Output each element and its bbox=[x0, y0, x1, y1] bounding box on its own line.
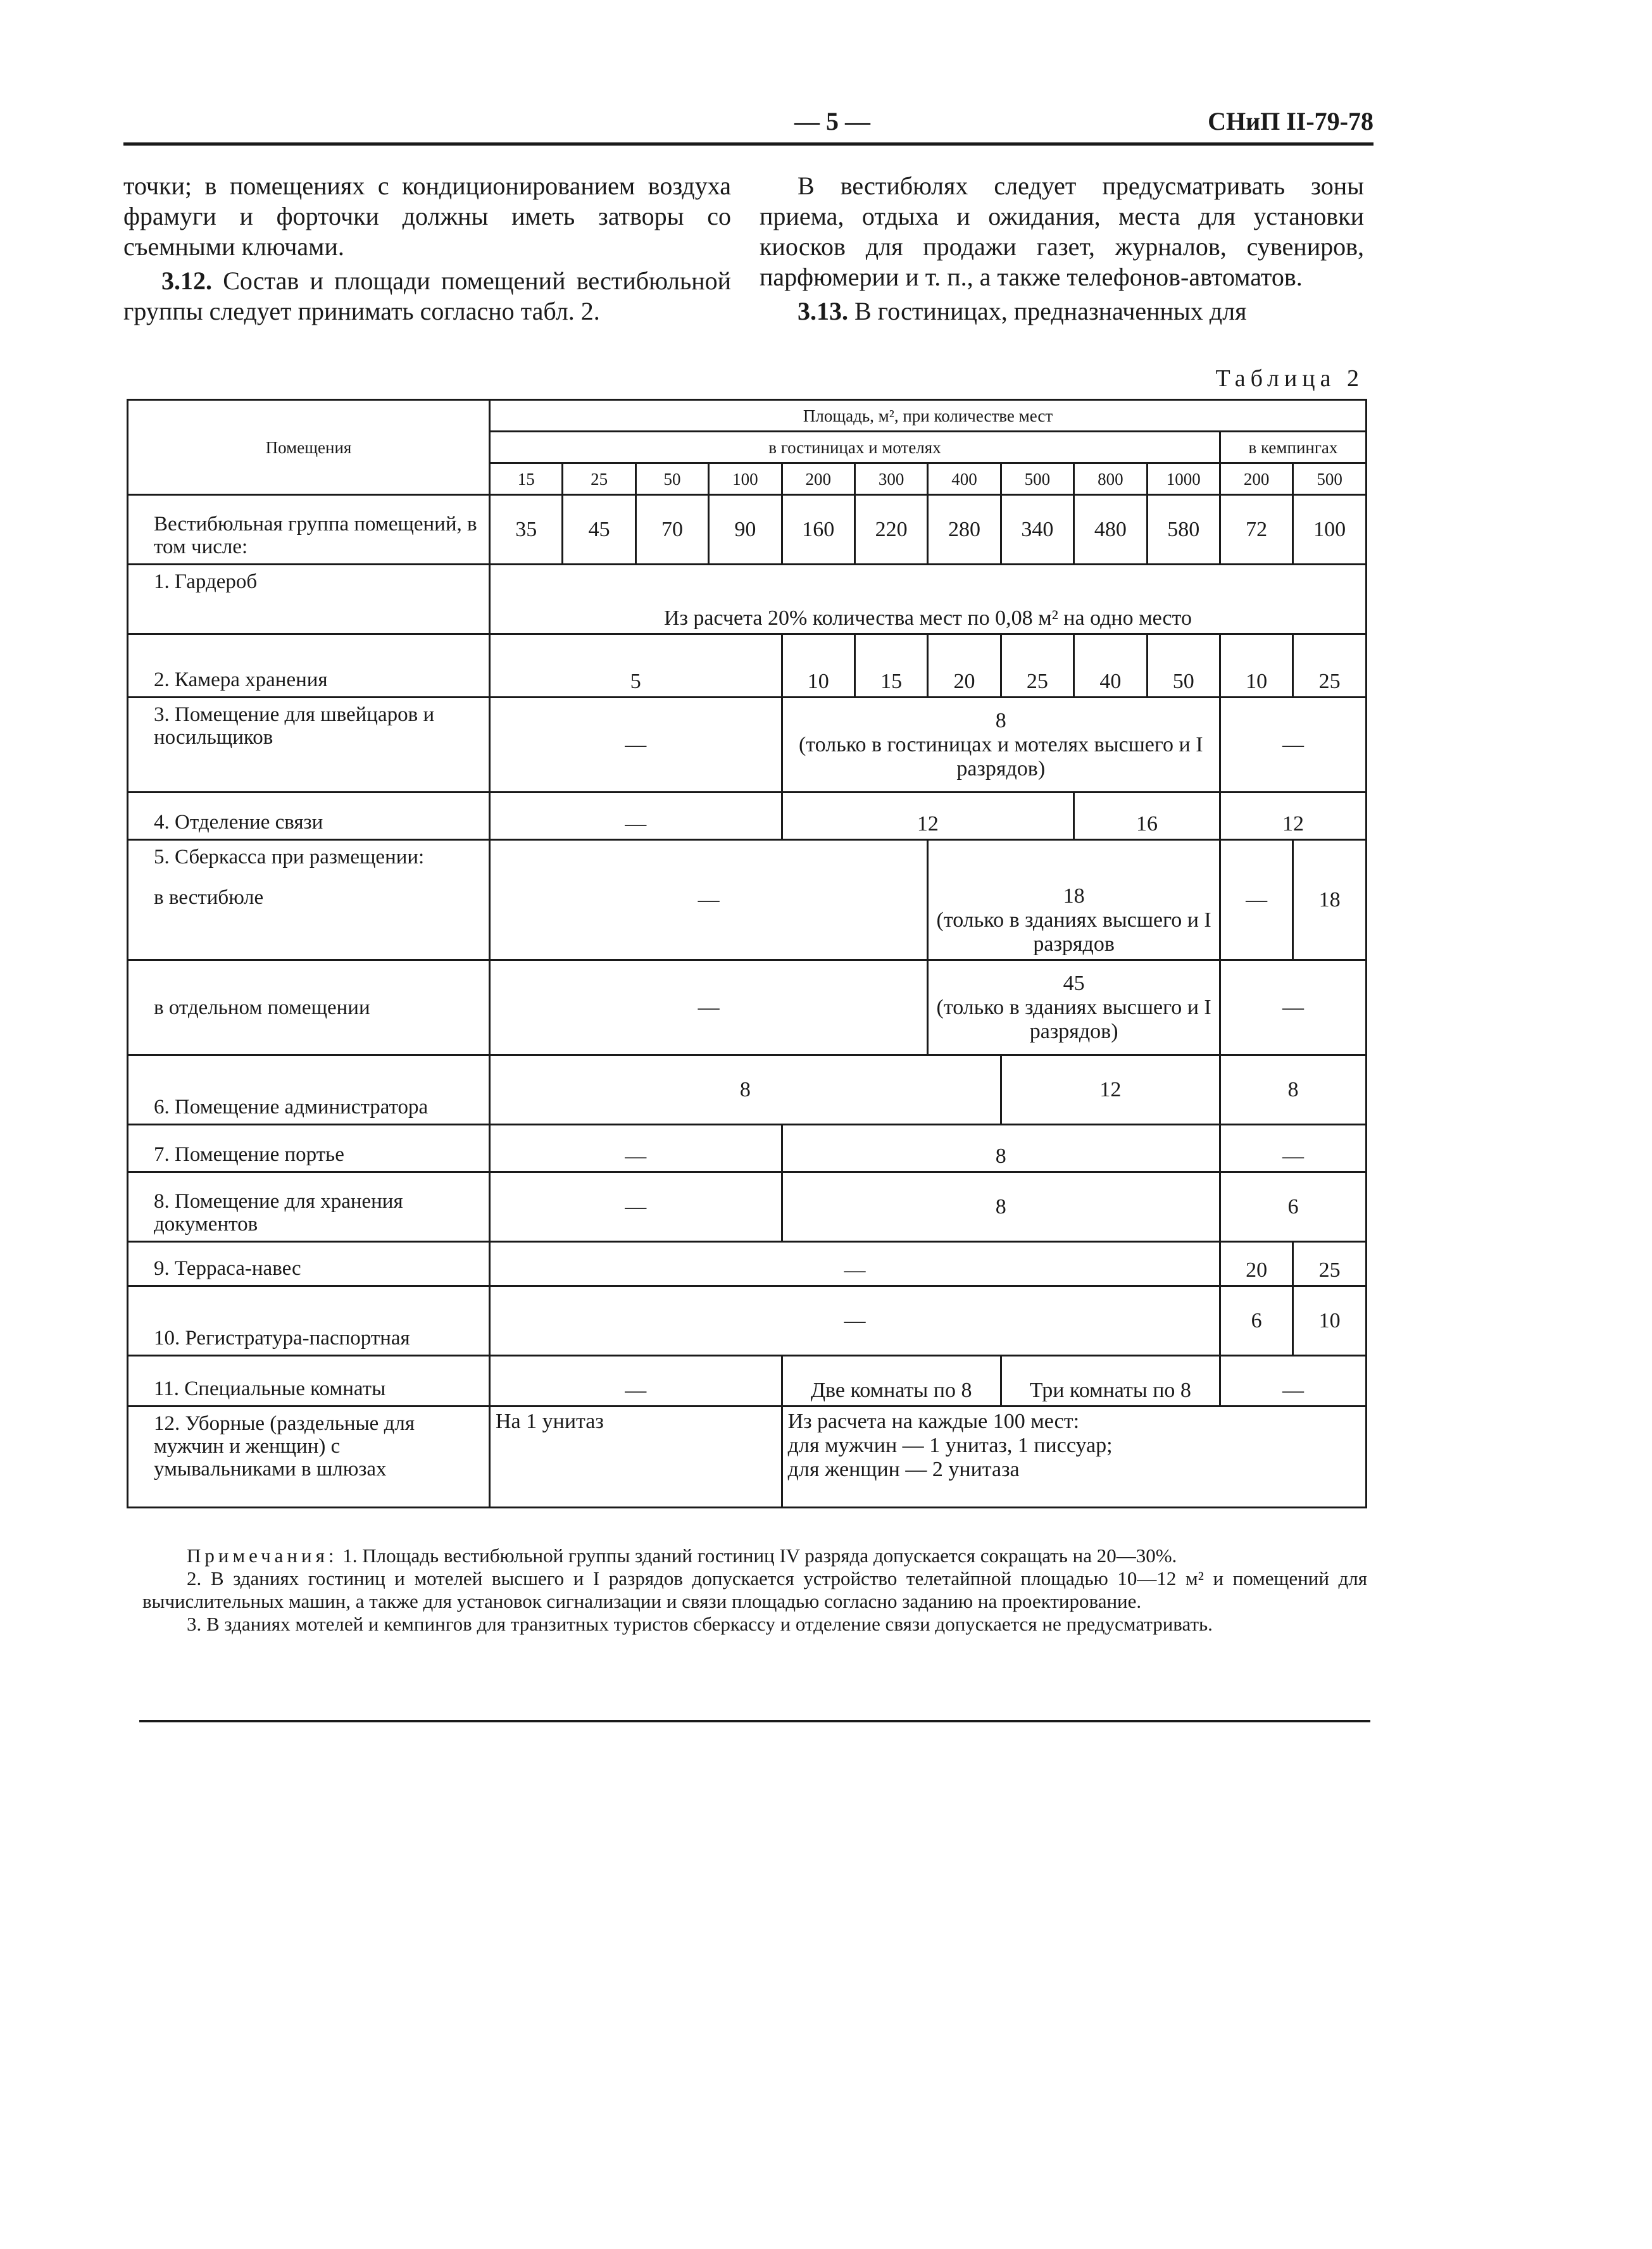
cell: 580 bbox=[1147, 495, 1220, 565]
row-name bbox=[128, 840, 490, 960]
header-col: 200 bbox=[1220, 463, 1292, 495]
cell: 25 bbox=[1293, 634, 1367, 698]
cell: 90 bbox=[709, 495, 782, 565]
row-name: 12. Уборные (раздельные для мужчин и женщин) с умывальниками в шлюзах bbox=[128, 1406, 490, 1508]
cell: 10 bbox=[1293, 1286, 1367, 1356]
table-row bbox=[128, 792, 1367, 840]
notes-label: Примечания: bbox=[187, 1544, 338, 1567]
row-name: 7. Помещение портье bbox=[128, 1125, 490, 1172]
cell: — bbox=[490, 1356, 782, 1406]
cell: 50 bbox=[1147, 634, 1220, 698]
table-2 bbox=[127, 399, 1367, 1508]
cell: 8 bbox=[490, 1055, 1001, 1125]
table-row bbox=[128, 1172, 1367, 1242]
cell-merged bbox=[782, 698, 1220, 792]
cell: — bbox=[490, 960, 928, 1055]
cell: 20 bbox=[1220, 1242, 1292, 1286]
row-name: 4. Отделение связи bbox=[128, 792, 490, 840]
cell: 12 bbox=[1001, 1055, 1220, 1125]
header-col: 500 bbox=[1293, 463, 1367, 495]
cell-merged bbox=[928, 960, 1220, 1055]
document-code: СНиП II-79-78 bbox=[1208, 107, 1374, 135]
cell: — bbox=[490, 698, 782, 792]
clause-number: 3.13. bbox=[798, 297, 848, 325]
header-col: 200 bbox=[782, 463, 854, 495]
header-col: 400 bbox=[928, 463, 1001, 495]
header-rule bbox=[123, 142, 1374, 146]
cell-line: для мужчин — 1 унитаз, 1 писсуар; bbox=[787, 1434, 1113, 1457]
cell-note: (только в зданиях высшего и I разрядов bbox=[936, 908, 1211, 956]
row-name: в отдельном помещении bbox=[128, 960, 490, 1055]
cell-note: (только в гостиницах и мотелях высшего и I разрядов) bbox=[798, 732, 1203, 780]
cell: — bbox=[1220, 1356, 1366, 1406]
cell: 6 bbox=[1220, 1172, 1366, 1242]
note-3: 3. В зданиях мотелей и кемпингов для транзитных туристов сберкассу и отделение связи допускается не предусматривать. bbox=[187, 1613, 1213, 1635]
header-col: 800 bbox=[1074, 463, 1147, 495]
table-row bbox=[128, 840, 1367, 960]
header-area: Площадь, м², при количестве мест bbox=[490, 400, 1367, 432]
row-name: 6. Помещение администратора bbox=[128, 1055, 490, 1125]
header-hotels: в гостиницах и мотелях bbox=[490, 432, 1220, 463]
cell: — bbox=[1220, 1125, 1366, 1172]
cell: 72 bbox=[1220, 495, 1292, 565]
cell: 6 bbox=[1220, 1286, 1292, 1356]
cell: — bbox=[1220, 960, 1366, 1055]
row-name: 11. Специальные комнаты bbox=[128, 1356, 490, 1406]
table-row bbox=[128, 1406, 1367, 1508]
row-name: 9. Терраса-навес bbox=[128, 1242, 490, 1286]
paragraph-3-12 bbox=[123, 266, 731, 327]
row-name: 1. Гардероб bbox=[128, 565, 490, 634]
cell: — bbox=[490, 1125, 782, 1172]
table-body bbox=[128, 495, 1367, 1508]
page-number: — 5 — bbox=[794, 107, 870, 135]
table-notes bbox=[142, 1544, 1367, 1636]
row-name: 3. Помещение для швейцаров и носильщиков bbox=[128, 698, 490, 792]
row-name: 2. Камера хранения bbox=[128, 634, 490, 698]
header-col: 300 bbox=[854, 463, 927, 495]
cell: 10 bbox=[1220, 634, 1292, 698]
table-row bbox=[128, 960, 1367, 1055]
right-text-column bbox=[760, 171, 1364, 330]
paragraph: точки; в помещениях с кондиционированием воздуха фрамуги и форточки должны иметь затворы со съемными ключами. bbox=[123, 172, 731, 261]
header-col: 1000 bbox=[1147, 463, 1220, 495]
paragraph-3-13 bbox=[760, 296, 1364, 327]
table-head bbox=[128, 400, 1367, 495]
cell: 12 bbox=[1220, 792, 1366, 840]
notes-rule bbox=[139, 1720, 1370, 1722]
header-col: 500 bbox=[1001, 463, 1073, 495]
table-row bbox=[128, 698, 1367, 792]
cell: — bbox=[1220, 840, 1292, 960]
cell: 160 bbox=[782, 495, 854, 565]
cell: 12 bbox=[782, 792, 1074, 840]
row-name: 8. Помещение для хранения документов bbox=[128, 1172, 490, 1242]
note-text: 1. Площадь вестибюльной группы зданий гостиниц IV разряда допускается сокращать на 20—30%. bbox=[342, 1544, 1177, 1567]
cell: 10 bbox=[782, 634, 854, 698]
cell: 18 bbox=[1293, 840, 1367, 960]
cell: 45 bbox=[563, 495, 635, 565]
row-name-sub: в вестибюле bbox=[154, 886, 264, 909]
table-row bbox=[128, 1356, 1367, 1406]
table-row bbox=[128, 495, 1367, 565]
cell: — bbox=[490, 1172, 782, 1242]
cell-merged bbox=[928, 840, 1220, 960]
cell: 16 bbox=[1074, 792, 1220, 840]
row-name: Вестибюльная группа помещений, в том числе: bbox=[128, 495, 490, 565]
row-name-main: 5. Сберкасса при размещении: bbox=[154, 846, 425, 868]
cell: 5 bbox=[490, 634, 782, 698]
cell: Две комнаты по 8 bbox=[782, 1356, 1001, 1406]
cell: 100 bbox=[1293, 495, 1367, 565]
cell-line: Из расчета на каждые 100 мест: bbox=[787, 1410, 1080, 1433]
cell: 8 bbox=[782, 1172, 1220, 1242]
header-col: 25 bbox=[563, 463, 635, 495]
paragraph: В вестибюлях следует предусматривать зоны приема, отдыха и ожидания, места для установки киосков для продажи газет, журналов, сувениров, парфюмерии и т. п., а также телефонов-автоматов. bbox=[760, 172, 1364, 291]
cell: — bbox=[1220, 698, 1366, 792]
cell-line: для женщин — 2 унитаза bbox=[787, 1458, 1020, 1481]
cell: 480 bbox=[1074, 495, 1147, 565]
cell: 280 bbox=[928, 495, 1001, 565]
header-rooms: Помещения bbox=[128, 400, 490, 495]
cell: — bbox=[490, 840, 928, 960]
note-1 bbox=[142, 1544, 1367, 1567]
cell: 25 bbox=[1293, 1242, 1367, 1286]
table-row bbox=[128, 1125, 1367, 1172]
cell: 35 bbox=[490, 495, 563, 565]
cell: 70 bbox=[635, 495, 708, 565]
header-col: 100 bbox=[709, 463, 782, 495]
cell-note: (только в зданиях высшего и I разрядов) bbox=[936, 995, 1211, 1043]
clause-text: В гостиницах, предназначенных для bbox=[854, 297, 1247, 325]
table-row bbox=[128, 634, 1367, 698]
cell: 8 bbox=[782, 1125, 1220, 1172]
cell: — bbox=[490, 1286, 1220, 1356]
cell-value: 45 bbox=[1063, 971, 1085, 995]
cell: 340 bbox=[1001, 495, 1073, 565]
cell-value: 18 bbox=[1063, 884, 1085, 908]
table-caption: Таблица 2 bbox=[1215, 365, 1364, 392]
header-col: 15 bbox=[490, 463, 563, 495]
cell-value: 8 bbox=[995, 708, 1006, 732]
cell: 15 bbox=[854, 634, 927, 698]
cell: 8 bbox=[1220, 1055, 1366, 1125]
cell: 40 bbox=[1074, 634, 1147, 698]
cell: 220 bbox=[854, 495, 927, 565]
cell: — bbox=[490, 792, 782, 840]
cell: Из расчета 20% количества мест по 0,08 м² на одно место bbox=[490, 565, 1367, 634]
note-2: 2. В зданиях гостиниц и мотелей высшего и I разрядов допускается устройство телетайпной площадью 10—12 м² и помещений для вычислительных машин, а также для установок сигнализации и связи площадью согласно заданию на проектирование. bbox=[142, 1567, 1367, 1612]
cell: На 1 унитаз bbox=[490, 1406, 782, 1508]
cell-merged bbox=[782, 1406, 1366, 1508]
clause-number: 3.12. bbox=[161, 266, 212, 295]
table-row bbox=[128, 1055, 1367, 1125]
table-row bbox=[128, 565, 1367, 634]
row-name: 10. Регистратура-паспортная bbox=[128, 1286, 490, 1356]
header-col: 50 bbox=[635, 463, 708, 495]
table-row bbox=[128, 1286, 1367, 1356]
cell: Три комнаты по 8 bbox=[1001, 1356, 1220, 1406]
cell: 20 bbox=[928, 634, 1001, 698]
page-header bbox=[123, 106, 1374, 144]
header-campings: в кемпингах bbox=[1220, 432, 1366, 463]
left-text-column bbox=[123, 171, 731, 330]
table-row bbox=[128, 1242, 1367, 1286]
cell: 25 bbox=[1001, 634, 1073, 698]
cell: — bbox=[490, 1242, 1220, 1286]
clause-text: Состав и площади помещений вестибюльной группы следует принимать согласно табл. 2. bbox=[123, 266, 731, 325]
